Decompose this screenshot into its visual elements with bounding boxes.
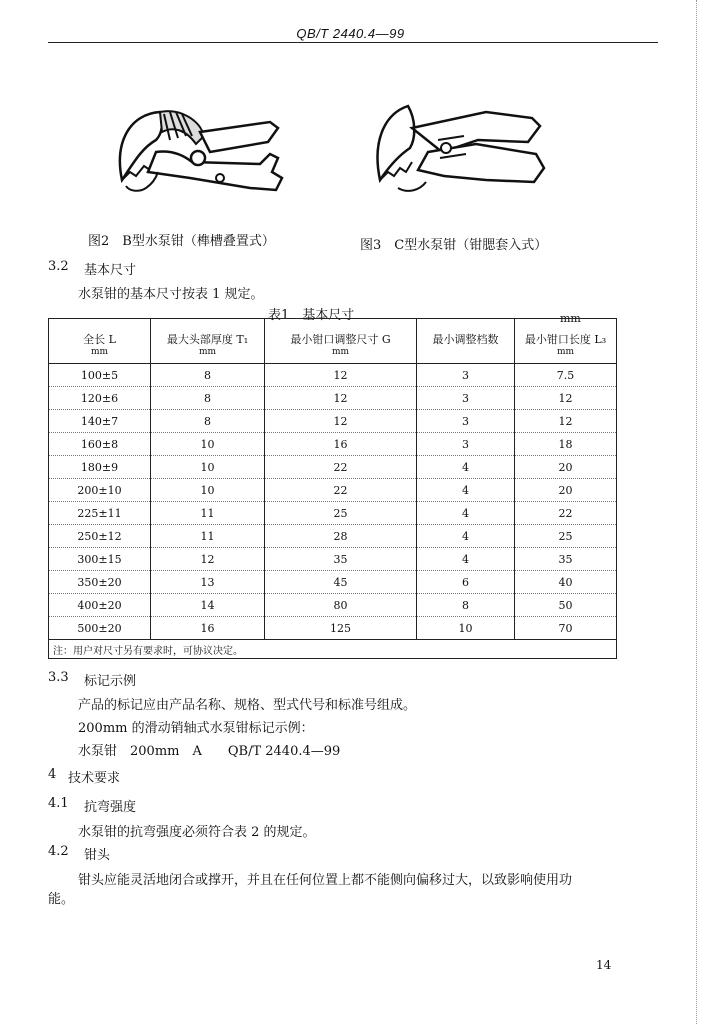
- table-cell: 6: [417, 571, 515, 594]
- table-cell: 160±8: [49, 433, 151, 456]
- table-cell: 125: [265, 617, 417, 640]
- table-cell: 140±7: [49, 410, 151, 433]
- section-3-3-line-3: 水泵钳 200mm A QB/T 2440.4—99: [78, 744, 341, 759]
- table-cell: 45: [265, 571, 417, 594]
- col-header: 最大头部厚度 T₁: [151, 319, 265, 348]
- table-cell: 22: [265, 456, 417, 479]
- table-cell: 20: [515, 479, 617, 502]
- section-4-1-title: 抗弯强度: [84, 800, 137, 815]
- page-header: QB/T 2440.4—99: [296, 26, 405, 41]
- table-1: [48, 318, 617, 659]
- page-number: 14: [596, 958, 612, 972]
- table-row: [49, 548, 617, 571]
- table-cell: 16: [151, 617, 265, 640]
- table-row: [49, 502, 617, 525]
- table-cell: 13: [151, 571, 265, 594]
- table-cell: 12: [265, 364, 417, 387]
- table-cell: 8: [417, 594, 515, 617]
- section-4-1-text: 水泵钳的抗弯强度必须符合表 2 的规定。: [78, 825, 316, 840]
- table-header-row: [49, 319, 617, 348]
- table-row: [49, 456, 617, 479]
- col-header: 最小钳口长度 L₃: [515, 319, 617, 348]
- col-unit: mm: [151, 347, 265, 364]
- section-4-2-number: 4.2: [48, 844, 69, 859]
- table-cell: 4: [417, 479, 515, 502]
- table-cell: 8: [151, 387, 265, 410]
- table-cell: 25: [515, 525, 617, 548]
- table-cell: 300±15: [49, 548, 151, 571]
- table-cell: 180±9: [49, 456, 151, 479]
- table-cell: 3: [417, 410, 515, 433]
- table-cell: 11: [151, 502, 265, 525]
- section-3-3-line-1: 产品的标记应由产品名称、规格、型式代号和标准号组成。: [78, 698, 417, 713]
- table-cell: 200±10: [49, 479, 151, 502]
- table-cell: 10: [417, 617, 515, 640]
- section-4-title: 技术要求: [68, 771, 121, 786]
- table-cell: 10: [151, 456, 265, 479]
- table-cell: 10: [151, 433, 265, 456]
- section-3-3-title: 标记示例: [84, 674, 137, 689]
- page-edge: [696, 0, 697, 1024]
- table-row: [49, 571, 617, 594]
- col-unit: mm: [49, 347, 151, 364]
- table-cell: 12: [515, 410, 617, 433]
- table-1-title: 表1 基本尺寸: [268, 308, 355, 323]
- table-cell: 25: [265, 502, 417, 525]
- table-cell: 12: [515, 387, 617, 410]
- table-cell: 3: [417, 433, 515, 456]
- table-cell: 500±20: [49, 617, 151, 640]
- col-unit: mm: [265, 347, 417, 364]
- col-header: 最小调整档数: [417, 319, 515, 348]
- table-cell: 18: [515, 433, 617, 456]
- figure-2-caption: 图2 B型水泵钳（榫槽叠置式）: [88, 234, 275, 249]
- table-cell: 12: [265, 410, 417, 433]
- header-rule: [48, 42, 658, 43]
- table-cell: 8: [151, 364, 265, 387]
- figure-c-type-pliers: [368, 92, 568, 210]
- table-cell: 4: [417, 548, 515, 571]
- table-row: [49, 410, 617, 433]
- col-header: 全长 L: [49, 319, 151, 348]
- table-cell: 20: [515, 456, 617, 479]
- table-cell: 4: [417, 456, 515, 479]
- section-3-2-text: 水泵钳的基本尺寸按表 1 规定。: [78, 287, 264, 302]
- figure-3-caption: 图3 C型水泵钳（钳腮套入式）: [360, 238, 548, 253]
- table-row: [49, 387, 617, 410]
- table-row: [49, 525, 617, 548]
- table-cell: 3: [417, 364, 515, 387]
- section-3-2-number: 3.2: [48, 259, 69, 274]
- table-cell: 12: [151, 548, 265, 571]
- col-unit: mm: [515, 347, 617, 364]
- table-cell: 4: [417, 502, 515, 525]
- table-row: [49, 594, 617, 617]
- table-cell: 350±20: [49, 571, 151, 594]
- table-cell: 28: [265, 525, 417, 548]
- col-header: 最小钳口调整尺寸 G: [265, 319, 417, 348]
- table-unit-row: [49, 347, 617, 364]
- section-4-1-number: 4.1: [48, 796, 69, 811]
- table-row: [49, 617, 617, 640]
- section-4-2-title: 钳头: [84, 848, 111, 863]
- table-cell: 225±11: [49, 502, 151, 525]
- table-cell: 80: [265, 594, 417, 617]
- table-cell: 35: [515, 548, 617, 571]
- table-cell: 11: [151, 525, 265, 548]
- table-1-unit: mm: [560, 312, 581, 325]
- table-cell: 120±6: [49, 387, 151, 410]
- table-cell: 16: [265, 433, 417, 456]
- table-cell: 35: [265, 548, 417, 571]
- table-row: [49, 433, 617, 456]
- table-body: [49, 364, 617, 640]
- section-4-2-text-2: 能。: [48, 892, 75, 907]
- table-cell: 400±20: [49, 594, 151, 617]
- table-row: [49, 364, 617, 387]
- table-cell: 10: [151, 479, 265, 502]
- section-4-number: 4: [48, 767, 57, 782]
- table-cell: 250±12: [49, 525, 151, 548]
- section-3-3-line-2: 200mm 的滑动销轴式水泵钳标记示例：: [78, 721, 314, 736]
- section-3-3-number: 3.3: [48, 670, 69, 685]
- table-cell: 14: [151, 594, 265, 617]
- table-note: 注：用户对尺寸另有要求时，可协议决定。: [49, 640, 617, 659]
- table-cell: 12: [265, 387, 417, 410]
- figure-b-type-pliers: [100, 92, 310, 212]
- table-cell: 50: [515, 594, 617, 617]
- section-3-2-title: 基本尺寸: [84, 263, 137, 278]
- table-cell: 7.5: [515, 364, 617, 387]
- table-cell: 8: [151, 410, 265, 433]
- col-unit: [417, 347, 515, 364]
- table-cell: 22: [515, 502, 617, 525]
- table-row: [49, 479, 617, 502]
- table-cell: 3: [417, 387, 515, 410]
- table-cell: 100±5: [49, 364, 151, 387]
- section-4-2-text-1: 钳头应能灵活地闭合或撑开，并且在任何位置上都不能侧向偏移过大，以致影响使用功: [78, 873, 573, 888]
- table-cell: 40: [515, 571, 617, 594]
- table-cell: 4: [417, 525, 515, 548]
- table-cell: 70: [515, 617, 617, 640]
- table-cell: 22: [265, 479, 417, 502]
